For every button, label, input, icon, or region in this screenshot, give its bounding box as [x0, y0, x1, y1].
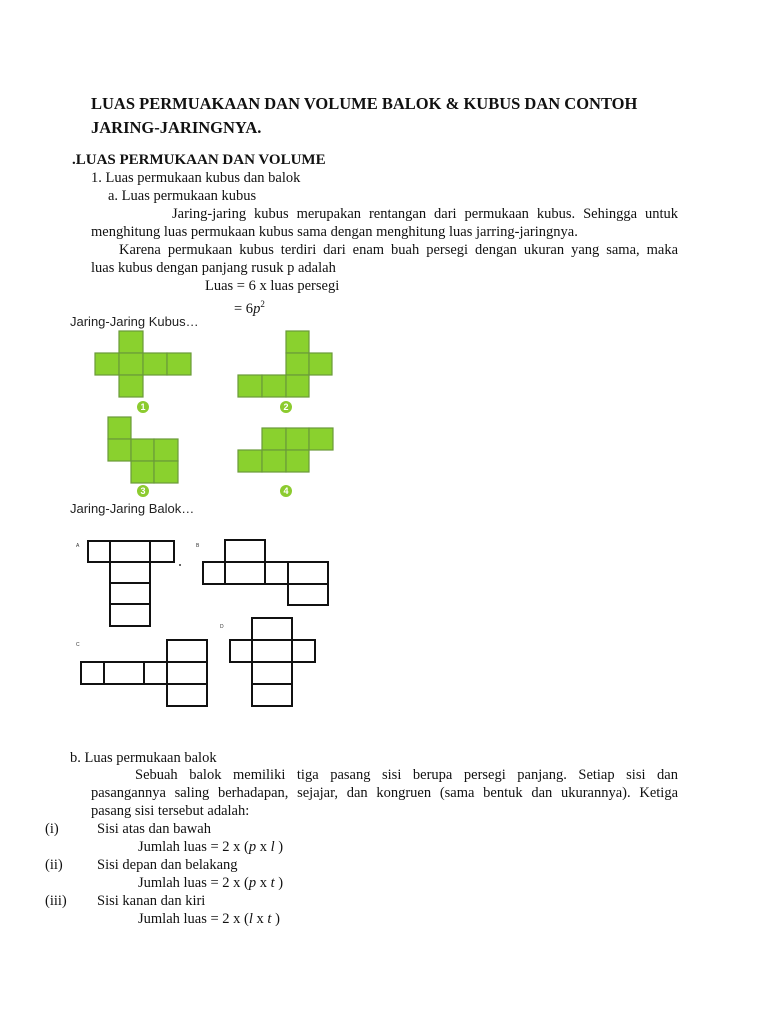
cube-net-3 — [108, 417, 178, 483]
paragraph-2-line-2: luas kubus dengan panjang rusuk p adalah — [91, 260, 336, 276]
svg-text:D: D — [220, 624, 224, 630]
svg-text:1: 1 — [140, 402, 146, 412]
formula-luas: Luas = 6 x luas persegi — [205, 278, 340, 294]
badge-2 — [280, 401, 292, 413]
svg-text:2: 2 — [283, 402, 289, 412]
item-i-number: (i) — [45, 821, 59, 837]
box-net-a — [88, 541, 174, 626]
cube-net-4 — [238, 428, 333, 472]
paragraph-2-line-1: Karena permukaan kubus terdiri dari enam buah persegi dengan ukuran yang sama, maka — [119, 242, 678, 258]
badge-1 — [137, 401, 149, 413]
part-b-heading: b. Luas permukaan balok — [70, 750, 217, 766]
section-heading: .LUAS PERMUKAAN DAN VOLUME — [72, 152, 326, 168]
document-title-line-2: JARING-JARINGNYA. — [91, 118, 262, 137]
item-ii-label: Sisi depan dan belakang — [97, 857, 238, 873]
svg-text:3: 3 — [140, 486, 146, 496]
svg-text:4: 4 — [283, 486, 289, 496]
svg-text:C: C — [76, 642, 80, 648]
item-iii-number: (iii) — [45, 893, 67, 909]
document-title-line-1: LUAS PERMUAKAAN DAN VOLUME BALOK & KUBUS DAN CONTOH — [91, 94, 638, 113]
svg-text:A: A — [76, 543, 80, 549]
item-iii-label: Sisi kanan dan kiri — [97, 893, 206, 909]
box-net-d — [230, 618, 315, 706]
box-nets-caption: Jaring-Jaring Balok… — [70, 501, 195, 516]
cube-nets-figure — [78, 328, 363, 500]
item-i-formula: Jumlah luas = 2 x (p x l ) — [138, 839, 284, 855]
item-ii-formula: Jumlah luas = 2 x (p x t ) — [138, 875, 284, 891]
svg-text:B: B — [196, 543, 200, 549]
item-ii-number: (ii) — [45, 857, 63, 873]
formula-6p2: = $6p^2$ — [234, 299, 265, 317]
paragraph-1-line-1: Jaring-jaring kubus merupakan rentangan dari permukaan kubus. Sehingga untuk — [172, 206, 678, 222]
item-iii-formula: Jumlah luas = 2 x (l x t ) — [138, 911, 280, 927]
item-i-label: Sisi atas dan bawah — [97, 821, 211, 837]
paragraph-1-line-2: menghitung luas permukaan kubus sama dengan menghitung luas jarring-jaringnya. — [91, 224, 578, 240]
part-b-para-line-2: pasangannya saling berhadapan, sejajar, dan kongruen (sama bentuk dan ukurannya). Ketiga — [91, 785, 678, 801]
box-net-c — [81, 640, 207, 706]
badge-4 — [280, 485, 292, 497]
badge-3 — [137, 485, 149, 497]
sub-item-a: a. Luas permukaan kubus — [108, 188, 257, 204]
box-nets-figure — [70, 528, 342, 714]
box-net-b — [203, 540, 328, 605]
cube-net-2 — [238, 331, 332, 397]
part-b-para-line-1: Sebuah balok memiliki tiga pasang sisi berupa persegi panjang. Setiap sisi dan — [135, 767, 678, 783]
cube-nets-caption: Jaring-Jaring Kubus… — [70, 314, 199, 329]
list-item-1: 1. Luas permukaan kubus dan balok — [91, 170, 301, 186]
cube-net-1 — [95, 331, 191, 397]
part-b-para-line-3: pasang sisi tersebut adalah: — [91, 803, 250, 819]
